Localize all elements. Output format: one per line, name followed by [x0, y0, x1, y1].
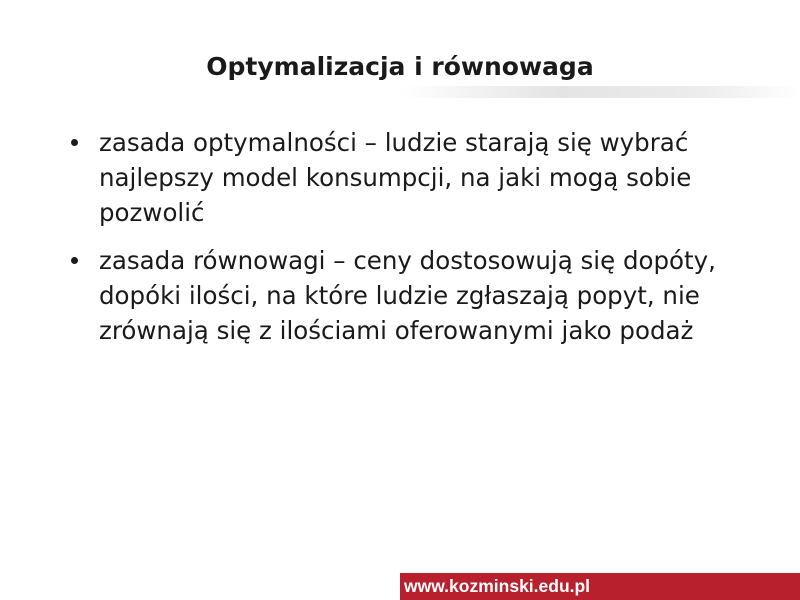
title-underline-shade — [400, 86, 800, 98]
bullet-item-optimality — [62, 125, 752, 230]
footer-website-url: www.kozminski.edu.pl — [404, 576, 591, 596]
bullet-text: zasada optymalności – ludzie starają się wybrać najlepszy model konsumpcji, na jaki mogą sobie pozwolić — [99, 128, 692, 227]
bullet-item-equilibrium — [62, 243, 752, 348]
bullet-text: zasada równowagi – ceny dostosowują się dopóty, dopóki ilości, na które ludzie zgłaszają popyt, nie zrównają się z ilościami oferowanymi jako podaż — [99, 246, 716, 345]
bullet-list — [62, 125, 752, 361]
slide-title: Optymalizacja i równowaga — [206, 52, 594, 81]
bullet-dot-icon — [71, 139, 78, 146]
bullet-dot-icon — [71, 257, 78, 264]
